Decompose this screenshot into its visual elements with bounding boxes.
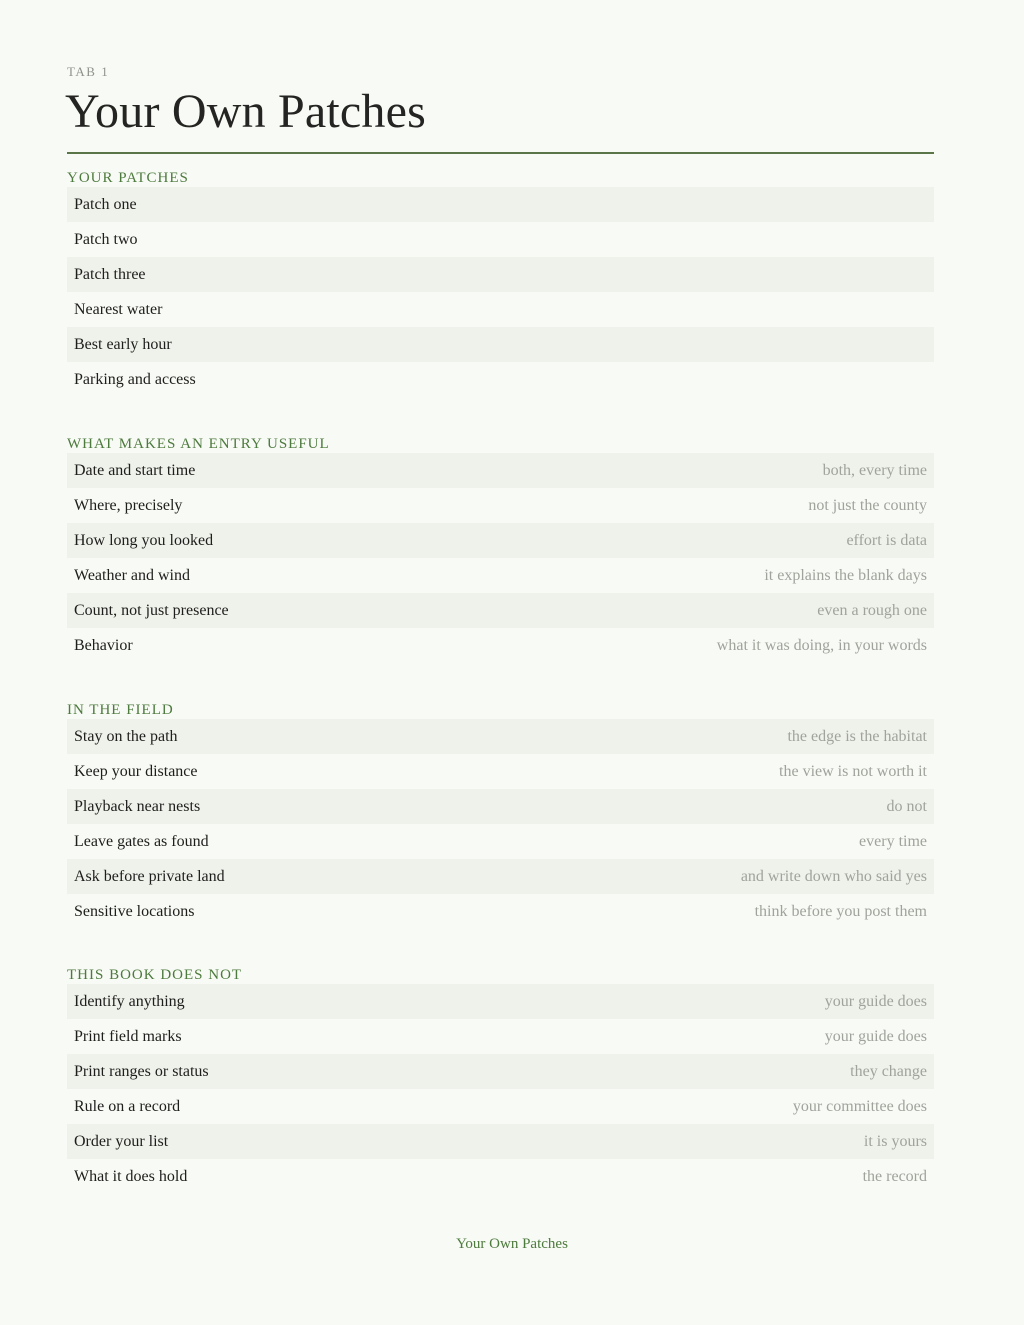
list-item (67, 453, 934, 488)
row-label: Parking and access (74, 370, 196, 388)
section-heading: WHAT MAKES AN ENTRY USEFUL (67, 436, 330, 452)
list-item (67, 859, 934, 894)
row-note: not just the county (808, 496, 927, 514)
row-label: Behavior (74, 636, 133, 654)
section-book-does-not (67, 967, 934, 1194)
row-note: do not (886, 797, 927, 815)
list-item (67, 1019, 934, 1054)
list-item (67, 292, 934, 327)
section-in-the-field (67, 702, 934, 929)
row-label: Order your list (74, 1132, 169, 1150)
list-item (67, 257, 934, 292)
row-label: Stay on the path (74, 727, 178, 745)
list-item (67, 222, 934, 257)
section-heading: THIS BOOK DOES NOT (67, 967, 243, 983)
section-heading: IN THE FIELD (67, 702, 174, 718)
list-item (67, 523, 934, 558)
row-note: even a rough one (817, 601, 927, 619)
list-item (67, 488, 934, 523)
section-heading: YOUR PATCHES (67, 170, 189, 186)
list-item (67, 187, 934, 222)
row-label: Ask before private land (74, 867, 225, 885)
row-label: Nearest water (74, 300, 163, 318)
row-note: your guide does (824, 1027, 927, 1045)
row-label: Identify anything (74, 992, 185, 1010)
page-footer: Your Own Patches (456, 1236, 568, 1252)
row-label: Best early hour (74, 335, 172, 353)
row-label: Playback near nests (74, 797, 201, 815)
list-item (67, 1054, 934, 1089)
section-your-patches (67, 170, 934, 397)
list-item (67, 754, 934, 789)
list-item (67, 362, 934, 397)
row-label: Date and start time (74, 461, 196, 479)
list-item (67, 327, 934, 362)
list-item (67, 719, 934, 754)
title-divider (67, 152, 934, 154)
row-note: both, every time (822, 461, 927, 479)
row-label: Patch two (74, 230, 138, 248)
row-label: Print ranges or status (74, 1062, 209, 1080)
tab-label: TAB 1 (67, 64, 110, 79)
list-item (67, 1089, 934, 1124)
list-item (67, 894, 934, 929)
row-label: Keep your distance (74, 762, 198, 780)
row-note: it explains the blank days (764, 566, 927, 584)
list-item (67, 558, 934, 593)
row-label: Sensitive locations (74, 902, 195, 920)
list-item (67, 984, 934, 1019)
row-label: Rule on a record (74, 1097, 181, 1115)
row-note: think before you post them (754, 902, 927, 920)
section-entry-useful (67, 436, 934, 663)
row-label: Patch three (74, 265, 146, 283)
row-note: effort is data (846, 531, 927, 549)
row-label: Weather and wind (74, 566, 190, 584)
row-note: your committee does (792, 1097, 927, 1115)
row-label: Patch one (74, 195, 137, 213)
row-note: every time (859, 832, 927, 850)
row-note: and write down who said yes (740, 867, 927, 885)
row-note: the edge is the habitat (787, 727, 927, 745)
row-label: Leave gates as found (74, 832, 209, 850)
row-label: Print field marks (74, 1027, 182, 1045)
row-note: the record (862, 1167, 927, 1185)
list-item (67, 1124, 934, 1159)
list-item (67, 593, 934, 628)
row-label: How long you looked (74, 531, 214, 549)
row-note: your guide does (824, 992, 927, 1010)
row-note: it is yours (863, 1132, 927, 1150)
row-note: they change (850, 1062, 927, 1080)
row-label: Count, not just presence (74, 601, 229, 619)
row-label: Where, precisely (74, 496, 183, 514)
list-item (67, 824, 934, 859)
row-label: What it does hold (74, 1167, 188, 1185)
list-item (67, 1159, 934, 1194)
page-title: Your Own Patches (65, 85, 426, 138)
list-item (67, 628, 934, 663)
list-item (67, 789, 934, 824)
row-note: the view is not worth it (779, 762, 927, 780)
row-note: what it was doing, in your words (716, 636, 927, 654)
